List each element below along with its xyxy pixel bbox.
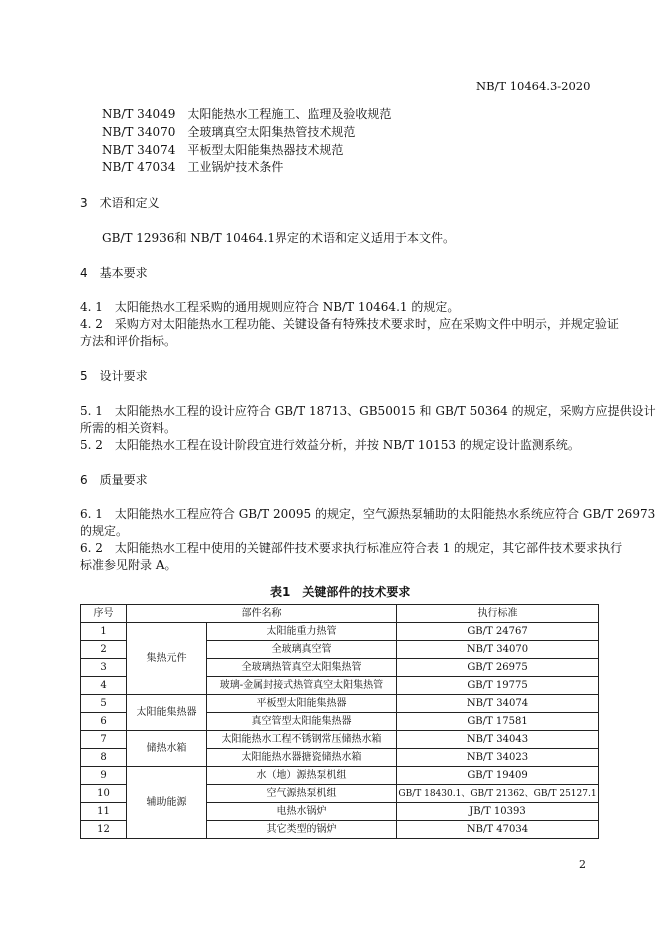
key-components-table: [80, 604, 599, 839]
cell-part: 全玻璃真空管: [207, 641, 397, 659]
cell-no: 9: [81, 767, 127, 785]
header-part-name: 部件名称: [127, 605, 397, 623]
clause-4-2-line1: 4. 2 采购方对太阳能热水工程功能、关键设备有特殊技术要求时，应在采购文件中明示，并规定验证: [80, 317, 619, 331]
table-row: [81, 695, 599, 713]
clause-6-2-line1: 6. 2 太阳能热水工程中使用的关键部件技术要求执行标准应符合表 1 的规定，其它部件技术要求执行: [80, 541, 623, 555]
cell-part: 太阳能热水器搪瓷储热水箱: [207, 749, 397, 767]
cell-standard: NB/T 34070: [397, 641, 599, 659]
cell-standard: NB/T 34043: [397, 731, 599, 749]
cell-part: 其它类型的锅炉: [207, 821, 397, 839]
cell-part: 太阳能热水工程不锈钢常压储热水箱: [207, 731, 397, 749]
cell-part: 玻璃-金属封接式热管真空太阳集热管: [207, 677, 397, 695]
section-4-heading: 4 基本要求: [80, 266, 148, 280]
cell-standard: GB/T 24767: [397, 623, 599, 641]
cell-no: 2: [81, 641, 127, 659]
table-row: [81, 623, 599, 641]
cell-standard: GB/T 18430.1、GB/T 21362、GB/T 25127.1: [397, 785, 599, 803]
cell-no: 5: [81, 695, 127, 713]
clause-6-1-line2: 的规定。: [80, 524, 129, 538]
cell-standard: GB/T 17581: [397, 713, 599, 731]
clause-5-1-line1: 5. 1 太阳能热水工程的设计应符合 GB/T 18713、GB50015 和 GB/T 50364 的规定，采购方应提供设计: [80, 404, 656, 418]
header-no: 序号: [81, 605, 127, 623]
group-label: 集热元件: [127, 623, 207, 695]
cell-part: 水（地）源热泵机组: [207, 767, 397, 785]
cell-part: 平板型太阳能集热器: [207, 695, 397, 713]
reference-item: NB/T 47034 工业锅炉技术条件: [102, 160, 284, 174]
table-caption: 表1 关键部件的技术要求: [270, 585, 411, 599]
cell-standard: GB/T 19409: [397, 767, 599, 785]
section-3-text: GB/T 12936和 NB/T 10464.1界定的术语和定义适用于本文件。: [102, 231, 456, 245]
cell-standard: GB/T 19775: [397, 677, 599, 695]
cell-no: 10: [81, 785, 127, 803]
cell-standard: NB/T 34074: [397, 695, 599, 713]
group-label: 储热水箱: [127, 731, 207, 767]
clause-6-2-line2: 标准参见附录 A。: [80, 558, 177, 572]
clause-4-1: 4. 1 太阳能热水工程采购的通用规则应符合 NB/T 10464.1 的规定。: [80, 300, 460, 314]
cell-part: 电热水锅炉: [207, 803, 397, 821]
reference-item: NB/T 34049 太阳能热水工程施工、监理及验收规范: [102, 107, 392, 121]
cell-standard: JB/T 10393: [397, 803, 599, 821]
page-number: 2: [579, 858, 586, 871]
group-label: 辅助能源: [127, 767, 207, 839]
cell-no: 11: [81, 803, 127, 821]
cell-part: 真空管型太阳能集热器: [207, 713, 397, 731]
clause-5-1-line2: 所需的相关资料。: [80, 421, 177, 435]
cell-no: 4: [81, 677, 127, 695]
cell-standard: GB/T 26975: [397, 659, 599, 677]
cell-standard: NB/T 34023: [397, 749, 599, 767]
table-row: [81, 731, 599, 749]
clause-5-2: 5. 2 太阳能热水工程在设计阶段宜进行效益分析，并按 NB/T 10153 的规定设计监测系统。: [80, 438, 580, 452]
group-label: 太阳能集热器: [127, 695, 207, 731]
cell-no: 12: [81, 821, 127, 839]
cell-no: 3: [81, 659, 127, 677]
cell-no: 8: [81, 749, 127, 767]
section-5-heading: 5 设计要求: [80, 369, 148, 383]
cell-standard: NB/T 47034: [397, 821, 599, 839]
section-3-heading: 3 术语和定义: [80, 196, 160, 210]
cell-no: 6: [81, 713, 127, 731]
table-header-row: [81, 605, 599, 623]
clause-6-1-line1: 6. 1 太阳能热水工程应符合 GB/T 20095 的规定，空气源热泵辅助的太阳能热水系统应符合 GB/T 26973: [80, 507, 656, 521]
clause-4-2-line2: 方法和评价指标。: [80, 334, 177, 348]
cell-part: 空气源热泵机组: [207, 785, 397, 803]
header-standard: 执行标准: [397, 605, 599, 623]
document-code-header: NB/T 10464.3-2020: [476, 79, 591, 93]
cell-no: 7: [81, 731, 127, 749]
reference-item: NB/T 34070 全玻璃真空太阳集热管技术规范: [102, 125, 356, 139]
reference-item: NB/T 34074 平板型太阳能集热器技术规范: [102, 143, 344, 157]
section-6-heading: 6 质量要求: [80, 473, 148, 487]
cell-part: 全玻璃热管真空太阳集热管: [207, 659, 397, 677]
table-row: [81, 767, 599, 785]
cell-part: 太阳能重力热管: [207, 623, 397, 641]
cell-no: 1: [81, 623, 127, 641]
